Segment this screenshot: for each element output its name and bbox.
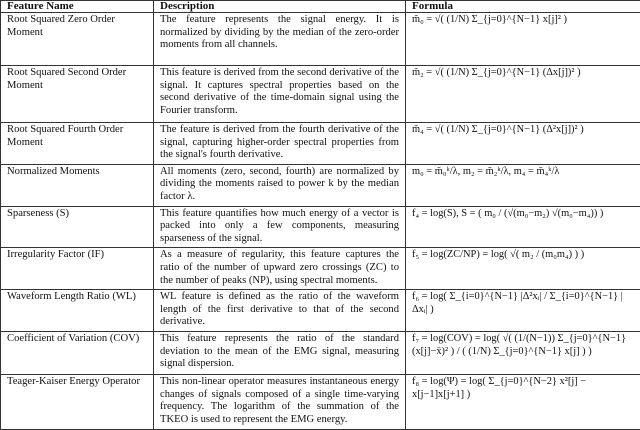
feature-name-cell: Coefficient of Variation (COV) [1,332,154,375]
formula-cell: f₅ = log(ZC/NP) = log( √( m₂ / (m₀m₄) ) ) [406,248,640,290]
description-cell: The feature represents the signal energy. It is normalized by dividing by the median of the zero-order moments from all channels. [154,13,406,66]
header-formula: Formula [406,1,640,13]
feature-name-cell: Normalized Moments [1,164,154,206]
description-cell: The feature is derived from the fourth derivative of the signal, capturing higher-order spectral properties from the signal's fourth derivative. [154,123,406,165]
description-cell: As a measure of regularity, this feature captures the ratio of the number of upward zero crossings (ZC) to the number of peaks (NP), using spectral moments. [154,248,406,290]
header-description: Description [154,1,406,13]
feature-name-cell: Root Squared Zero Order Moment [1,13,154,66]
formula-cell: m̃₂ = √( (1/N) Σ_{j=0}^{N−1} (Δx[j])² ) [406,66,640,123]
table-row [1,248,640,290]
header-feature-name: Feature Name [1,1,154,13]
formula-cell: m₀ = m̃₀ᵏ/λ, m₂ = m̃₂ᵏ/λ, m₄ = m̃₄ᵏ/λ [406,164,640,206]
feature-name-cell: Teager-Kaiser Energy Operator [1,375,154,429]
table-header-row [1,1,640,13]
formula-cell: f₄ = log(S), S = ( m₀ / (√(m₀−m₂) √(m₀−m₄)) ) [406,206,640,248]
table-row [1,375,640,429]
table-row [1,290,640,332]
description-cell: WL feature is defined as the ratio of the waveform length of the first derivative to that of the second derivative. [154,290,406,332]
description-cell: This non-linear operator measures instantaneous energy changes of signals composed of a single time-varying frequency. The logarithm of the summation of the TKEO is used to represent the EMG energy. [154,375,406,429]
feature-name-cell: Sparseness (S) [1,206,154,248]
formula-cell: f₇ = log(COV) = log( √( (1/(N−1)) Σ_{j=0}^{N−1} (x[j]−x̄)² ) / ( (1/N) Σ_{j=0}^{N−1} x[j] ) ) [406,332,640,375]
description-cell: This feature is derived from the second derivative of the signal. It captures spectral properties based on the second derivative of the time-domain signal using the Fourier transform. [154,66,406,123]
feature-name-cell: Irregularity Factor (IF) [1,248,154,290]
table-row [1,332,640,375]
feature-name-cell: Root Squared Fourth Order Moment [1,123,154,165]
feature-name-cell: Waveform Length Ratio (WL) [1,290,154,332]
table-row [1,123,640,165]
formula-cell: f₈ = log(Ψ) = log( Σ_{j=0}^{N−2} x²[j] − x[j−1]x[j+1] ) [406,375,640,429]
description-cell: This feature represents the ratio of the standard deviation to the mean of the EMG signal, measuring signal dispersion. [154,332,406,375]
feature-name-cell: Root Squared Second Order Moment [1,66,154,123]
table-row [1,13,640,66]
description-cell: This feature quantifies how much energy of a vector is packed into only a few components, measuring sparseness of the signal. [154,206,406,248]
table-row [1,164,640,206]
table-row [1,66,640,123]
formula-cell: m̃₄ = √( (1/N) Σ_{j=0}^{N−1} (Δ²x[j])² ) [406,123,640,165]
description-cell: All moments (zero, second, fourth) are normalized by dividing the moments raised to power k by the median factor λ. [154,164,406,206]
formula-cell: m̃₀ = √( (1/N) Σ_{j=0}^{N−1} x[j]² ) [406,13,640,66]
table-row [1,206,640,248]
formula-cell: f₆ = log( Σ_{i=0}^{N−1} |Δ²xᵢ| / Σ_{i=0}^{N−1} |Δxᵢ| ) [406,290,640,332]
